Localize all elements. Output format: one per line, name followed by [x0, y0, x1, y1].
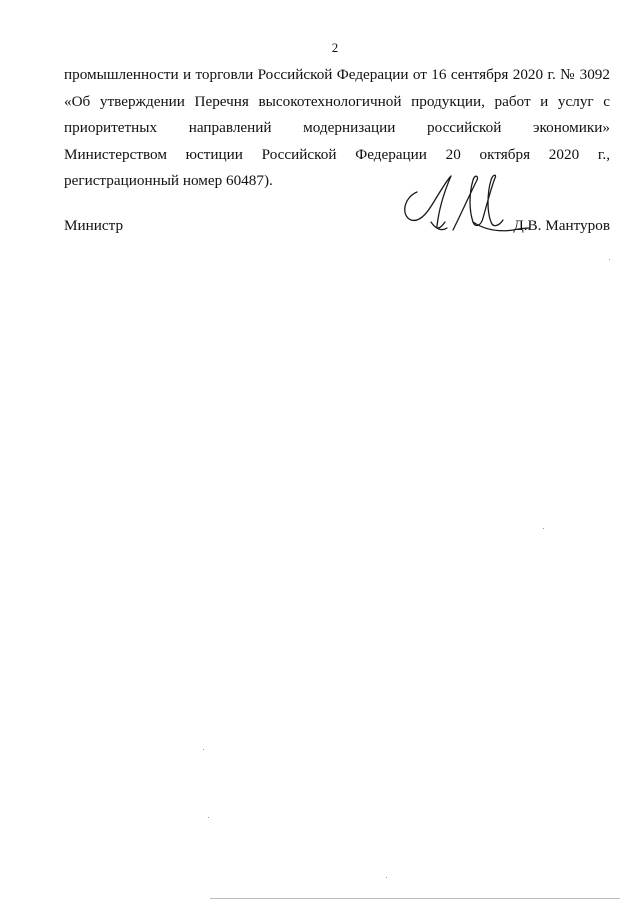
scan-speck: [386, 877, 387, 878]
scan-speck: [609, 259, 610, 260]
page-number: 2: [331, 40, 339, 55]
body-line-5: регистрационный номер 60487).: [64, 172, 273, 189]
body-line-2: «Об утверждении Перечня высокотехнологичной продукции, работ и услуг с: [64, 92, 610, 110]
body-line-3: приоритетных направлений модернизации российской экономики»: [64, 119, 610, 136]
scan-edge-line: [210, 898, 620, 899]
scan-speck: [543, 528, 544, 529]
body-line-1: промышленности и торговли Российской Федерации от 16 сентября 2020 г. № 3092: [64, 66, 610, 83]
handwritten-signature-icon: [395, 170, 535, 240]
body-line-4: Министерством юстиции Российской Федерации 20 октября 2020 г.,: [64, 145, 610, 163]
signer-position: Министр: [64, 217, 124, 234]
scan-speck: [208, 817, 209, 818]
signer-name: Д.В. Мантуров: [513, 217, 610, 234]
scan-speck: [203, 749, 204, 750]
